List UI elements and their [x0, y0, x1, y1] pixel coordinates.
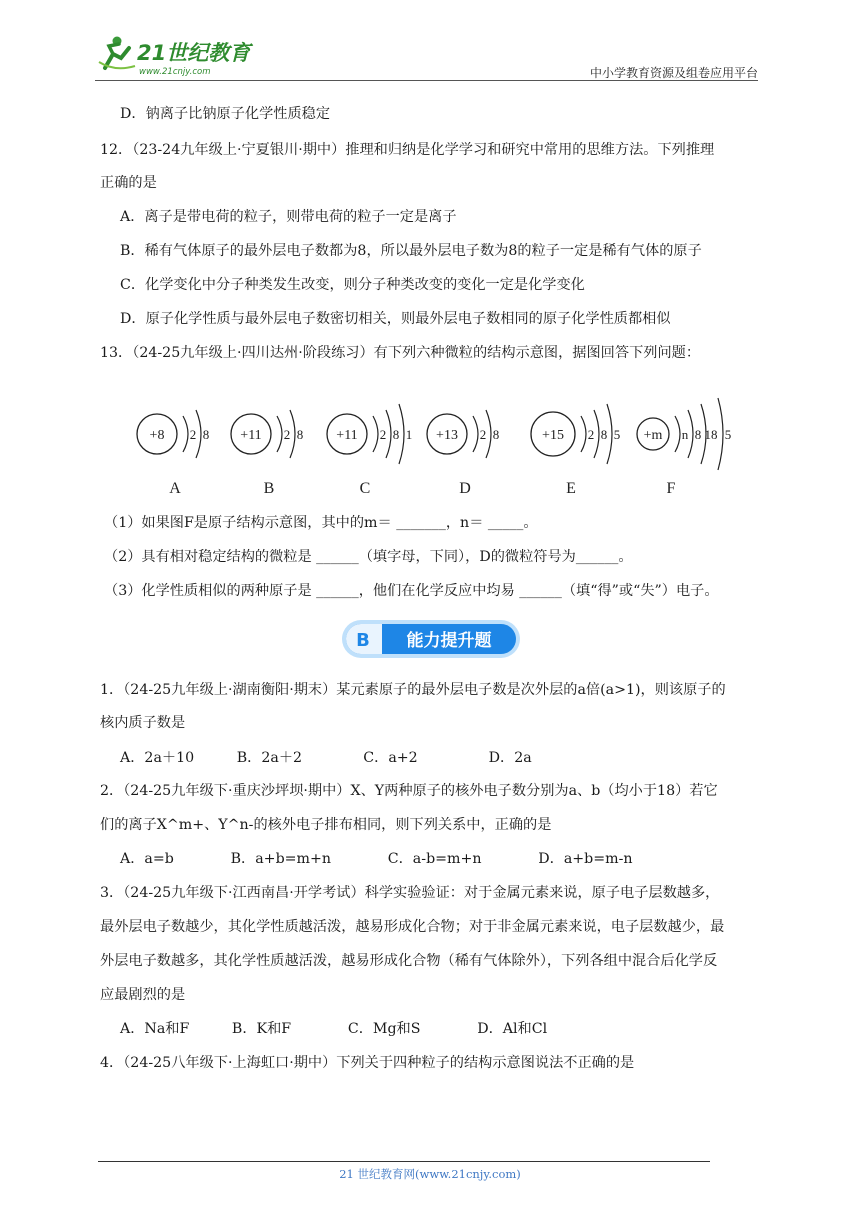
b1-stem-cont: 核内质子数是	[100, 715, 186, 731]
electron-shell-arc	[399, 404, 404, 464]
nucleus-charge: +11	[336, 428, 358, 443]
electron-shell-arc	[290, 410, 295, 458]
shell-electron-count: n	[681, 427, 689, 442]
header-divider	[95, 80, 758, 81]
q12-option-d: D．原子化学性质与最外层电子数密切相关，则最外层电子数相同的原子化学性质都相似	[120, 311, 671, 327]
shell-electron-count: 8	[202, 427, 210, 442]
platform-name: 中小学教育资源及组卷应用平台	[589, 66, 758, 80]
b3-stem: 3．（24-25九年级下·江西南昌·开学考试）科学实验验证：对于金属元素来说，原子电子层数越多，	[100, 885, 720, 901]
shell-electron-count: 5	[613, 427, 621, 442]
nucleus-charge: +15	[542, 428, 564, 443]
shell-electron-count: 5	[724, 427, 732, 442]
b2-options: A．a=b B．a+b=m+n C．a-b=m+n D．a+b=m-n	[120, 851, 633, 867]
particle-label: B	[263, 480, 275, 497]
particle-label: E	[566, 480, 576, 497]
particle-label: C	[359, 480, 371, 497]
particle-label: F	[666, 480, 676, 497]
shell-electron-count: 18	[704, 427, 718, 442]
shell-electron-count: 2	[189, 427, 197, 442]
q12-option-b: B．稀有气体原子的最外层电子数都为8，所以最外层电子数为8的粒子一定是稀有气体的原子	[120, 243, 702, 259]
electron-shell-arc	[196, 410, 201, 458]
shell-electron-count: 2	[479, 427, 487, 442]
b3-stem-cont-2: 外层电子数越多，其化学性质越活泼，越易形成化合物（稀有气体除外），下列各组中混合后化学反	[100, 953, 718, 969]
logo-text: 21世纪教育	[137, 41, 251, 65]
electron-shell-arc	[594, 410, 599, 458]
shell-electron-count: 8	[600, 427, 608, 442]
electron-shell-arc	[183, 416, 188, 452]
electron-shell-arc	[486, 410, 491, 458]
particle-label: D	[459, 480, 471, 497]
b1-stem: 1．（24-25九年级上·湖南衡阳·期末）某元素原子的最外层电子数是次外层的a倍(a>1)，则该原子的	[100, 682, 726, 698]
shell-electron-count: 2	[587, 427, 595, 442]
electron-shell-arc	[718, 398, 723, 470]
q12-option-c: C．化学变化中分子种类发生改变，则分子种类改变的变化一定是化学变化	[120, 277, 585, 293]
footer-text: 21 世纪教育网(www.21cnjy.com)	[339, 1167, 521, 1181]
nucleus-charge: +11	[240, 428, 262, 443]
electron-shell-arc	[581, 416, 586, 452]
b4-stem: 4．（24-25八年级下·上海虹口·期中）下列关于四种粒子的结构示意图说法不正确的是	[100, 1055, 635, 1071]
electron-shell-arc	[675, 416, 680, 452]
b2-stem: 2．（24-25九年级下·重庆沙坪坝·期中）X、Y两种原子的核外电子数分别为a、b（均小于18）若它	[100, 783, 718, 799]
q11-option-d: D．钠离子比钠原子化学性质稳定	[120, 106, 331, 122]
q13-part-1: （1）如果图F是原子结构示意图，其中的m＝ _______，n＝ _____。	[104, 515, 538, 531]
section-badge	[342, 620, 520, 658]
badge-label: 能力提升题	[406, 631, 492, 651]
q13-stem: 13．（24-25九年级上·四川达州·阶段练习）有下列六种微粒的结构示意图，据图回答下列问题：	[100, 345, 701, 361]
electron-shell-arc	[373, 416, 378, 452]
logo-url: www.21cnjy.com	[139, 67, 211, 77]
shell-electron-count: 8	[392, 427, 400, 442]
shell-electron-count: 8	[492, 427, 500, 442]
q13-part-2: （2）具有相对稳定结构的微粒是 ______（填字母，下同），D的微粒符号为______。	[104, 549, 633, 565]
electron-shell-arc	[688, 410, 693, 458]
q12-option-a: A．离子是带电荷的粒子，则带电荷的粒子一定是离子	[120, 209, 457, 225]
page-header	[95, 30, 758, 82]
nucleus-charge: +13	[436, 428, 458, 443]
shell-electron-count: 2	[283, 427, 291, 442]
b2-stem-cont: 们的离子X^m+、Y^n-的核外电子排布相同，则下列关系中，正确的是	[100, 817, 552, 833]
shell-electron-count: 1	[405, 427, 413, 442]
q12-stem-cont: 正确的是	[100, 175, 157, 191]
shell-electron-count: 8	[296, 427, 304, 442]
electron-shell-arc	[386, 410, 391, 458]
nucleus-charge: +m	[643, 428, 663, 443]
b3-options: A．Na和F B．K和F C．Mg和S D．Al和Cl	[120, 1021, 548, 1037]
b3-stem-cont-3: 应最剧烈的是	[100, 987, 186, 1003]
logo-21cnjy	[95, 32, 265, 78]
shell-electron-count: 2	[379, 427, 387, 442]
nucleus-charge: +8	[149, 428, 165, 443]
electron-shell-arc	[473, 416, 478, 452]
b3-stem-cont-1: 最外层电子数越少，其化学性质越活泼，越易形成化合物；对于非金属元素来说，电子层数越少，最	[100, 919, 725, 935]
q13-part-3: （3）化学性质相似的两种原子是 ______，他们在化学反应中均易 ______（填“得”或“失”）电子。	[104, 583, 719, 599]
b1-options: A．2a＋10 B．2a＋2 C．a+2 D．2a	[120, 750, 532, 766]
particle-label: A	[169, 480, 181, 497]
q12-stem: 12．（23-24九年级上·宁夏银川·期中）推理和归纳是化学学习和研究中常用的思维方法。下列推理	[100, 142, 715, 158]
electron-shell-arc	[277, 416, 282, 452]
electron-shell-arc	[607, 404, 612, 464]
badge-letter: B	[356, 630, 370, 651]
particle-structure-diagram	[125, 372, 745, 502]
footer-divider	[98, 1161, 710, 1162]
shell-electron-count: 8	[694, 427, 702, 442]
